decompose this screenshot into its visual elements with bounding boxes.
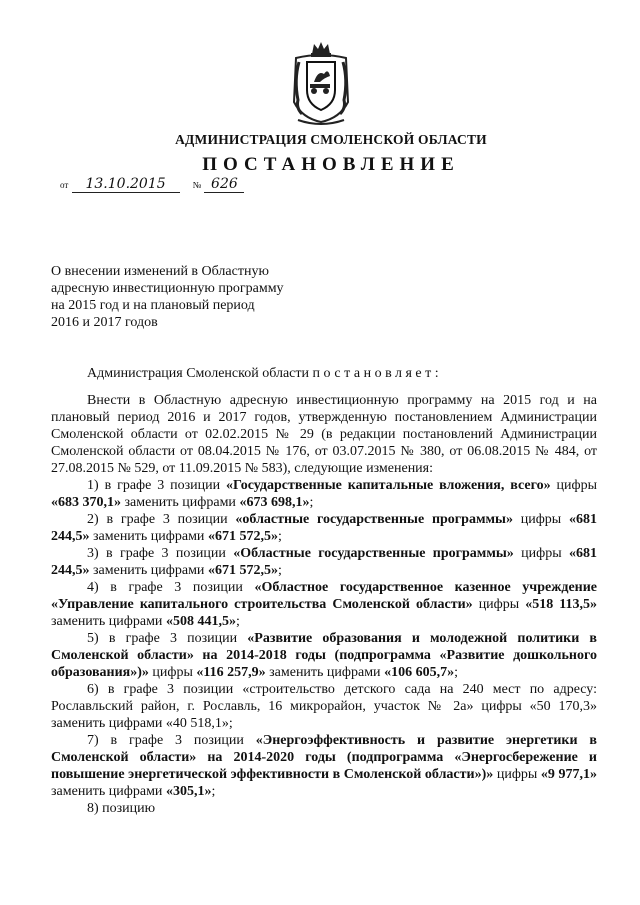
document-subject xyxy=(51,263,284,331)
number-value: 626 xyxy=(204,176,244,193)
subject-line: на 2015 год и на плановый период xyxy=(51,298,255,313)
list-item: 8) позицию xyxy=(87,801,156,816)
date-number-line xyxy=(60,176,244,193)
list-item: 6) в графе 3 позиции «строительство детского сада на 240 мест по адресу: Рославльский район, г. Рославль, 16 микрорайон, участок № 2а» цифры «50 170,3» заменить цифрами «40 518,1»; xyxy=(51,682,597,731)
list-item: 5) в графе 3 позиции «Развитие образования и молодежной политики в Смоленской области» на 2014-2018 годы (подпрограмма «Развитие дошкольного образования»)» цифры «116 257,9» заменить цифрами «106 605,7»; xyxy=(51,631,597,680)
list-item: 7) в графе 3 позиции «Энергоэффективность и развитие энергетики в Смоленской области» на 2014-2020 годы (подпрограмма «Энергосбережение и повышение энергетической эффективности в Смоленской области»)» цифры «9 977,1» заменить цифрами «305,1»; xyxy=(51,733,597,799)
document-type: ПОСТАНОВЛЕНИЕ xyxy=(202,154,460,175)
decree-word: постановляет: xyxy=(312,366,443,381)
body-paragraph: Внести в Областную адресную инвестиционную программу на 2015 год и на плановый период 2016 и 2017 годов, утвержденную постановлением Администрации Смоленской области от 02.02.2015 № 29 (в редакции постановлений Администрации Смоленской области от 08.04.2015 № 176, от 03.07.2015 № 380, от 06.08.2015 № 484, от 27.08.2015 № 529, от 11.09.2015 № 583), следующие изменения: xyxy=(51,393,597,476)
list-item: 4) в графе 3 позиции «Областное государственное казенное учреждение «Управление капитального строительства Смоленской области» цифры «518 113,5» заменить цифрами «508 441,5»; xyxy=(51,580,597,629)
subject-line: 2016 и 2017 годов xyxy=(51,315,158,330)
intro-line xyxy=(87,366,442,382)
date-value: 13.10.2015 xyxy=(72,176,180,193)
subject-line: О внесении изменений в Областную xyxy=(51,264,269,279)
list-item: 1) в графе 3 позиции «Государственные капитальные вложения, всего» цифры «683 370,1» заменить цифрами «673 698,1»; xyxy=(51,478,598,510)
subject-line: адресную инвестиционную программу xyxy=(51,281,284,296)
number-label: № xyxy=(192,180,202,190)
organization-name: АДМИНИСТРАЦИЯ СМОЛЕНСКОЙ ОБЛАСТИ xyxy=(175,132,487,147)
intro-text: Администрация Смоленской области xyxy=(87,366,310,381)
date-label: от xyxy=(60,180,69,190)
document-body xyxy=(51,392,597,817)
coat-of-arms-icon xyxy=(290,40,352,128)
list-item: 3) в графе 3 позиции «Областные государственные программы» цифры «681 244,5» заменить цифрами «671 572,5»; xyxy=(51,546,597,578)
list-item: 2) в графе 3 позиции «областные государственные программы» цифры «681 244,5» заменить цифрами «671 572,5»; xyxy=(51,512,597,544)
